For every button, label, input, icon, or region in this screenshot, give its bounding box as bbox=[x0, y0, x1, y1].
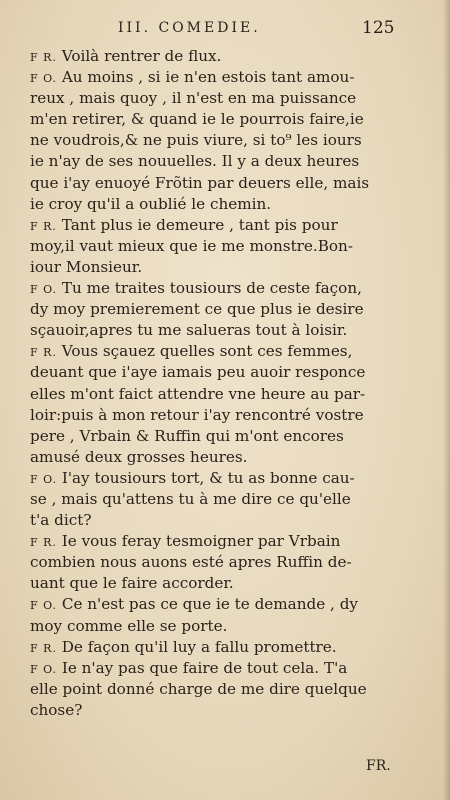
page-header bbox=[0, 18, 450, 42]
speaker-label: F O. bbox=[30, 472, 57, 486]
line-text: Ie vous feray tesmoigner par Vrbain bbox=[61, 532, 341, 551]
line-text: elles m'ont faict attendre vne heure au par- bbox=[30, 384, 366, 403]
text-line bbox=[30, 405, 414, 426]
text-line bbox=[30, 67, 414, 88]
text-line bbox=[30, 215, 414, 236]
line-text: chose? bbox=[30, 700, 83, 719]
text-line bbox=[30, 320, 414, 341]
line-text: ne voudrois,& ne puis viure, si to⁹ les iours bbox=[30, 131, 362, 150]
line-text: Vous sçauez quelles sont ces femmes, bbox=[61, 342, 353, 361]
speaker-label: F R. bbox=[30, 346, 57, 360]
text-line bbox=[30, 447, 414, 468]
line-text: Tu me traites tousiours de ceste façon, bbox=[61, 279, 362, 298]
line-text: combien nous auons esté apres Ruffin de- bbox=[30, 553, 352, 572]
line-text: uant que le faire accorder. bbox=[30, 574, 234, 593]
line-text: se , mais qu'attens tu à me dire ce qu'elle bbox=[30, 489, 351, 508]
line-text: que i'ay enuoyé Frõtin par deuers elle, mais bbox=[30, 173, 370, 192]
text-line bbox=[30, 194, 414, 215]
text-line bbox=[30, 109, 414, 130]
text-line bbox=[30, 173, 414, 194]
line-text: Ce n'est pas ce que ie te demande , dy bbox=[61, 595, 359, 614]
line-text: De façon qu'il luy a fallu promettre. bbox=[61, 637, 337, 656]
text-line bbox=[30, 489, 414, 510]
text-line bbox=[30, 510, 414, 531]
text-line bbox=[30, 278, 414, 299]
speaker-label: F O. bbox=[30, 72, 57, 86]
text-line bbox=[30, 552, 414, 573]
line-text: Tant plus ie demeure , tant pis pour bbox=[61, 215, 338, 234]
text-line bbox=[30, 46, 414, 67]
speaker-label: F O. bbox=[30, 662, 57, 676]
line-text: m'en retirer, & quand ie le pourrois faire,ie bbox=[30, 110, 364, 129]
text-line bbox=[30, 236, 414, 257]
speaker-label: F R. bbox=[30, 641, 57, 655]
line-text: sçauoir,apres tu me salueras tout à loisir. bbox=[30, 321, 348, 340]
text-line bbox=[30, 468, 414, 489]
text-line bbox=[30, 531, 414, 552]
running-head: III. COMEDIE. bbox=[118, 20, 261, 36]
speaker-label: F R. bbox=[30, 51, 57, 64]
text-line bbox=[30, 130, 414, 151]
text-line bbox=[30, 426, 414, 447]
page-edge-shadow bbox=[443, 0, 450, 800]
line-text: elle point donné charge de me dire quelque bbox=[30, 679, 367, 698]
text-line bbox=[30, 658, 414, 679]
speaker-label: F O. bbox=[30, 283, 57, 297]
dialogue-text bbox=[30, 46, 414, 721]
speaker-label: F O. bbox=[30, 599, 57, 613]
line-text: Voilà rentrer de flux. bbox=[61, 47, 222, 65]
catchword: FR. bbox=[366, 758, 391, 774]
line-text: t'a dict? bbox=[30, 511, 92, 530]
speaker-label: F R. bbox=[30, 536, 57, 550]
line-text: amusé deux grosses heures. bbox=[30, 447, 248, 466]
text-line bbox=[30, 700, 414, 721]
text-line bbox=[30, 594, 414, 615]
text-line bbox=[30, 362, 414, 383]
line-text: ie croy qu'il a oublié le chemin. bbox=[30, 194, 272, 213]
text-line bbox=[30, 88, 414, 109]
line-text: deuant que i'aye iamais peu auoir responce bbox=[30, 363, 366, 382]
text-line bbox=[30, 616, 414, 637]
text-line bbox=[30, 679, 414, 700]
text-line bbox=[30, 573, 414, 594]
text-line bbox=[30, 299, 414, 320]
line-text: reux , mais quoy , il n'est en ma puissance bbox=[30, 89, 357, 108]
line-text: Au moins , si ie n'en estois tant amou- bbox=[61, 68, 355, 87]
line-text: dy moy premierement ce que plus ie desire bbox=[30, 300, 364, 319]
page-number: 125 bbox=[362, 18, 395, 38]
line-text: iour Monsieur. bbox=[30, 257, 143, 276]
line-text: Ie n'ay pas que faire de tout cela. T'a bbox=[61, 658, 348, 677]
line-text: pere , Vrbain & Ruffin qui m'ont encores bbox=[30, 426, 344, 445]
text-line bbox=[30, 341, 414, 362]
line-text: I'ay tousiours tort, & tu as bonne cau- bbox=[61, 468, 355, 487]
speaker-label: F R. bbox=[30, 219, 57, 233]
line-text: moy,il vaut mieux que ie me monstre.Bon- bbox=[30, 236, 353, 255]
text-line bbox=[30, 384, 414, 405]
line-text: loir:puis à mon retour i'ay rencontré vostre bbox=[30, 405, 364, 424]
line-text: ie n'ay de ses nouuelles. Il y a deux heures bbox=[30, 152, 360, 171]
text-line bbox=[30, 257, 414, 278]
line-text: moy comme elle se porte. bbox=[30, 616, 228, 635]
text-line bbox=[30, 151, 414, 172]
text-line bbox=[30, 637, 414, 658]
